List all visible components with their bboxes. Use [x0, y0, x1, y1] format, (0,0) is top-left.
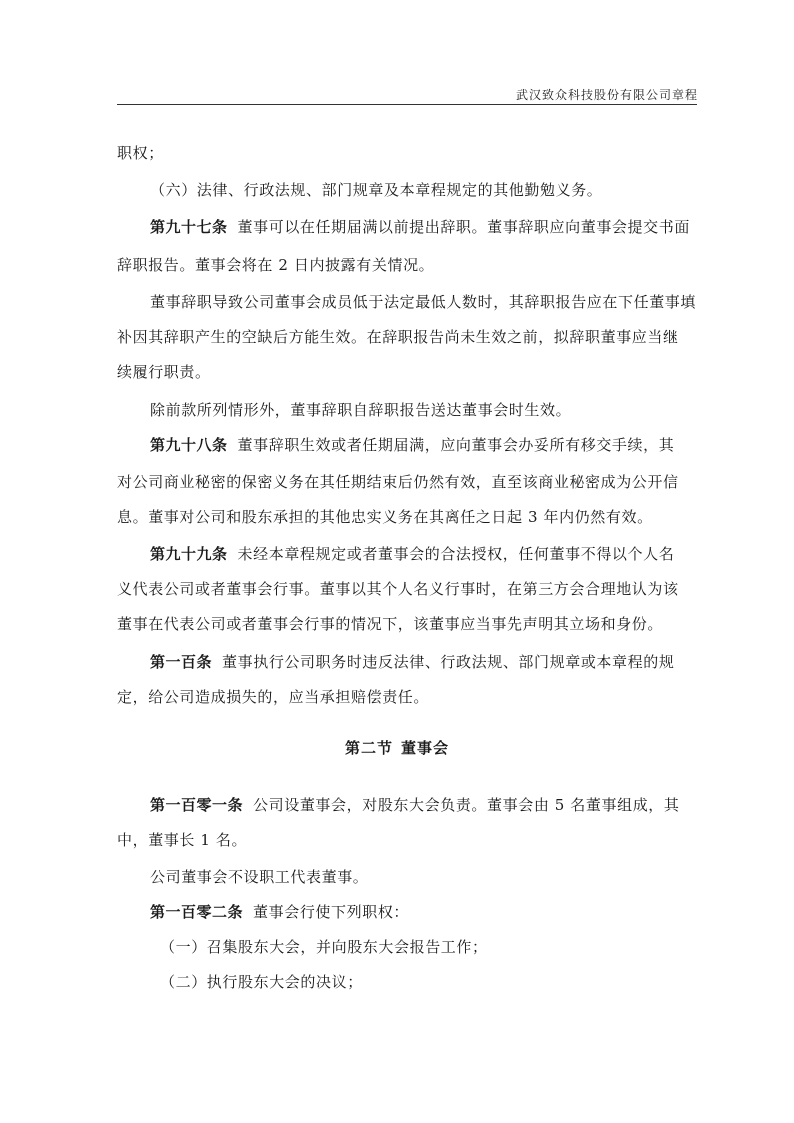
article-99-title: 第九十九条 — [150, 545, 228, 563]
running-header: 武汉致众科技股份有限公司章程 — [515, 88, 698, 102]
header-divider — [117, 104, 697, 105]
body-line: 对公司商业秘密的保密义务在其任期结束后仍然有效，直至该商业秘密成为公开信 — [117, 473, 679, 491]
article-98 — [150, 435, 674, 455]
section-number: 第二节 — [344, 739, 393, 757]
article-102-text: 董事会行使下列职权： — [253, 903, 410, 921]
body-line: 续履行职责。 — [117, 363, 211, 381]
body-line: 息。董事对公司和股东承担的其他忠实义务在其离任之日起 3 年内仍然有效。 — [117, 508, 653, 526]
article-99-text: 未经本章程规定或者董事会的合法授权，任何董事不得以个人名 — [237, 545, 675, 563]
body-line: 义代表公司或者董事会行事。董事以其个人名义行事时，在第三方会合理地认为该 — [117, 580, 679, 598]
body-line: 辞职报告。董事会将在 2 日内披露有关情况。 — [117, 256, 435, 274]
article-101-text: 公司设董事会，对股东大会负责。董事会由 5 名董事组成，其 — [253, 796, 680, 814]
section-heading — [0, 737, 794, 758]
article-99 — [150, 544, 674, 564]
article-101 — [150, 795, 680, 815]
article-98-title: 第九十八条 — [150, 436, 228, 454]
article-100-text: 董事执行公司职务时违反法律、行政法规、部门规章或本章程的规 — [222, 653, 675, 671]
list-item: （一）召集股东大会，并向股东大会报告工作； — [160, 938, 488, 956]
body-line: （六）法律、行政法规、部门规章及本章程规定的其他勤勉义务。 — [150, 181, 603, 199]
article-101-title: 第一百零一条 — [150, 796, 244, 814]
list-item: （二）执行股东大会的决议； — [160, 973, 363, 991]
body-line: 职权； — [117, 144, 164, 162]
article-100 — [150, 652, 674, 672]
article-98-text: 董事辞职生效或者任期届满，应向董事会办妥所有移交手续，其 — [237, 436, 675, 454]
body-line: 公司董事会不设职工代表董事。 — [150, 868, 369, 886]
section-name: 董事会 — [401, 739, 450, 757]
article-97-text: 董事可以在任期届满以前提出辞职。董事辞职应向董事会提交书面 — [237, 218, 690, 236]
body-line: 补因其辞职产生的空缺后方能生效。在辞职报告尚未生效之前，拟辞职董事应当继 — [117, 328, 679, 346]
body-line: 董事辞职导致公司董事会成员低于法定最低人数时，其辞职报告应在下任董事填 — [150, 293, 697, 311]
article-97 — [150, 217, 690, 237]
article-102-title: 第一百零二条 — [150, 903, 244, 921]
article-97-title: 第九十七条 — [150, 218, 228, 236]
article-100-title: 第一百条 — [150, 653, 213, 671]
article-102 — [150, 902, 409, 922]
body-line: 中，董事长 1 名。 — [117, 831, 248, 849]
body-line: 除前款所列情形外，董事辞职自辞职报告送达董事会时生效。 — [150, 401, 572, 419]
body-line: 董事在代表公司或者董事会行事的情况下，该董事应当事先声明其立场和身份。 — [117, 615, 664, 633]
body-line: 定，给公司造成损失的，应当承担赔偿责任。 — [117, 688, 430, 706]
